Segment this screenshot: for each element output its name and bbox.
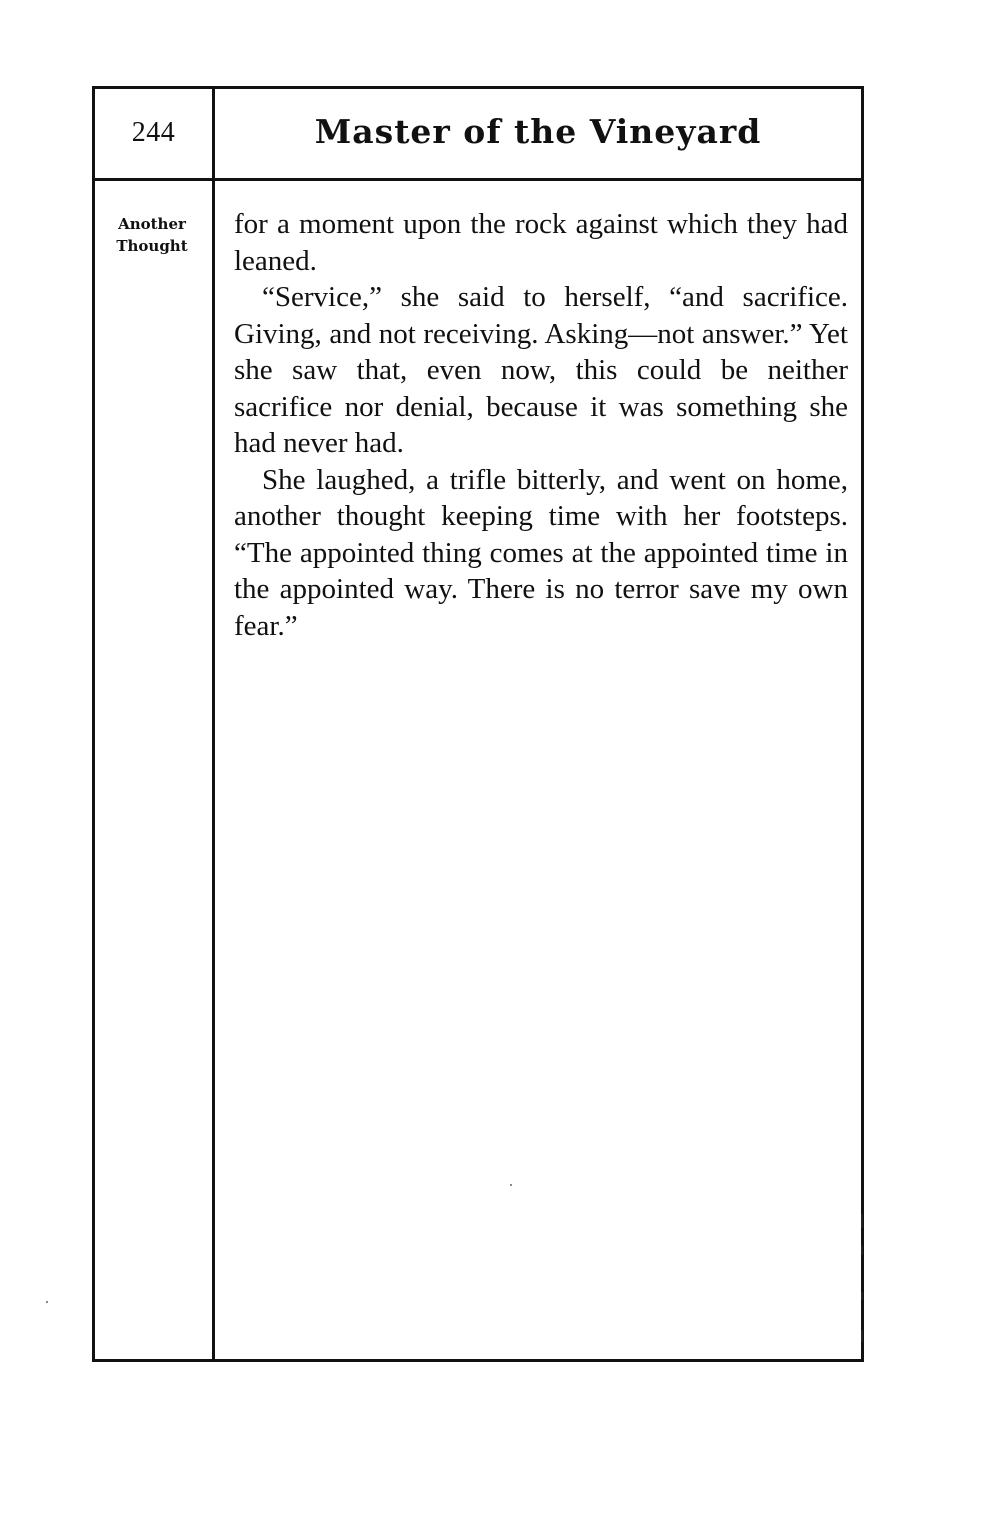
paragraph-service: “Service,” she said to herself, “and sacrifice. Giving, and not receiving. Asking—not answer.” Yet she saw that, even now, this could be neither sacrifice nor denial, because it was something she had never had. — [234, 281, 848, 459]
scan-edge-mark — [861, 1245, 863, 1255]
scan-edge-mark — [861, 1330, 863, 1342]
sidenote-line-2: Thought — [116, 237, 188, 255]
page-number: 244 — [131, 117, 176, 148]
margin-column-rule — [212, 86, 215, 1362]
scan-speck — [46, 1301, 48, 1303]
header-rule — [92, 178, 864, 181]
paragraph-laughed: She laughed, a trifle bitterly, and went on home, another thought keeping time with her footsteps. “The appointed thing comes at the appointed time in the appointed way. There is no terror save my own fear.” — [234, 463, 848, 642]
body-text — [234, 206, 848, 644]
scan-edge-mark — [861, 1214, 863, 1228]
sidenote-line-1: Another — [118, 215, 186, 233]
paragraph-continuation: for a moment upon the rock against which they had leaned. — [234, 208, 848, 277]
margin-sidenote — [98, 213, 206, 257]
running-title: Master of the Vineyard — [314, 112, 762, 151]
scan-edge-mark — [861, 1292, 863, 1300]
scan-speck — [510, 1184, 512, 1186]
